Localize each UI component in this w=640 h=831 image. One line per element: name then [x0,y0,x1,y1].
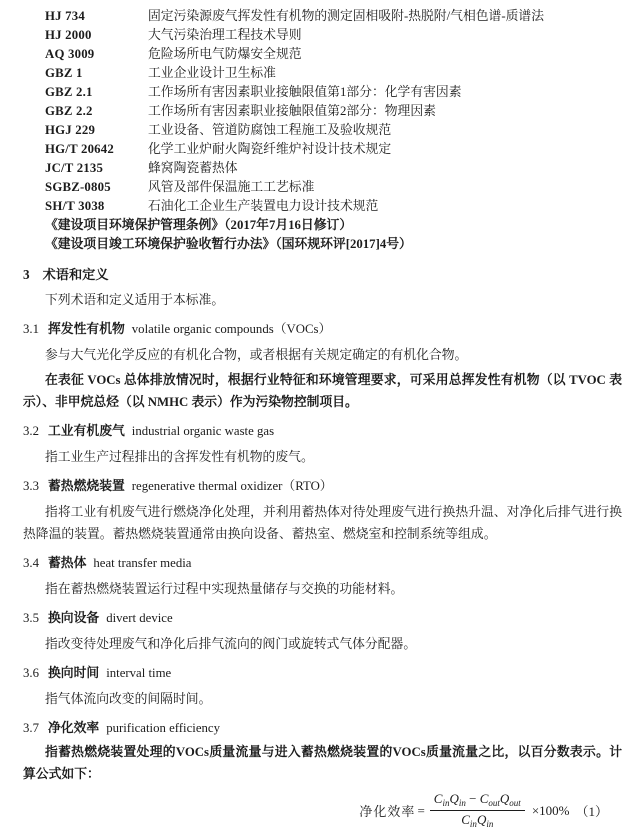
term-note: 在表征 VOCs 总体排放情况时，根据行业特征和环境管理要求，可采用总挥发性有机物（以 TVOC 表示）、非甲烷总烃（以 NMHC 表示）作为污染物控制项目。 [23,373,622,409]
term-heading-3-7 [23,718,622,738]
referenced-document: 《建设项目竣工环境保护验收暂行办法》（国环规环评[2017]4号） [45,237,412,251]
section-intro: 下列术语和定义适用于本标准。 [45,293,225,307]
referenced-standards-list [45,7,622,216]
sub-in: in [442,798,450,808]
term-number: 3.1 [23,322,39,336]
standard-title: 工作场所有害因素职业接触限值第2部分：物理因素 [148,104,436,118]
standard-row [45,64,622,83]
formula-fraction [430,791,525,831]
standard-code: GBZ 2.2 [45,104,93,118]
standard-title: 工业企业设计卫生标准 [148,66,276,80]
standard-row [45,102,622,121]
section-number: 3 [23,267,30,282]
standard-title: 固定污染源废气挥发性有机物的测定固相吸附-热脱附/气相色谱-质谱法 [148,9,544,23]
standard-title: 石油化工企业生产装置电力设计技术规范 [148,199,379,213]
standard-code: SGBZ-0805 [45,180,111,194]
standard-row [45,159,622,178]
term-definition: 指工业生产过程排出的含挥发性有机物的废气。 [45,450,314,464]
term-en: interval time [106,666,172,680]
var-q-in: Q [476,812,487,828]
standard-row [45,178,622,197]
standard-code: HJ 734 [45,9,85,23]
term-heading-3-5 [23,608,622,628]
standard-code: AQ 3009 [45,47,95,61]
term-zh: 换向时间 [48,666,100,680]
formula-denominator [461,811,493,830]
term-heading-3-3 [23,476,622,496]
term-definition: 指蓄热燃烧装置处理的VOCs质量流量与进入蓄热燃烧装置的VOCs质量流量之比，以百分数表示。计算公式如下： [23,745,622,781]
term-zh: 挥发性有机物 [48,322,125,336]
var-c-out: C [479,791,489,806]
term-zh: 蓄热体 [48,556,87,570]
term-heading-3-6 [23,663,622,683]
standard-code: JC/T 2135 [45,161,104,175]
formula-numerator [430,791,525,811]
term-number: 3.3 [23,479,39,493]
standard-row [45,121,622,140]
standard-title: 风管及部件保温施工工艺标准 [148,180,315,194]
standard-title: 危险场所电气防爆安全规范 [148,47,302,61]
var-q-in: Q [449,791,459,806]
purification-efficiency-formula [23,791,622,831]
var-c-in: C [461,812,470,828]
term-definition: 指气体流向改变的间隔时间。 [45,692,212,706]
term-number: 3.7 [23,721,39,735]
sub-out: out [488,798,500,808]
var-c-in: C [433,791,443,806]
term-number: 3.6 [23,666,39,680]
sub-out: out [509,798,521,808]
term-zh: 工业有机废气 [48,424,125,438]
term-number: 3.2 [23,424,39,438]
standard-code: GBZ 1 [45,66,83,80]
term-en: regenerative thermal oxidizer（RTO） [131,479,333,493]
term-en: divert device [106,611,173,625]
term-en: volatile organic compounds（VOCs） [131,322,332,336]
referenced-document: 《建设项目环境保护管理条例》（2017年7月16日修订） [45,218,353,232]
standard-code: GBZ 2.1 [45,85,93,99]
sub-in: in [458,798,466,808]
term-definition: 指改变待处理废气和净化后排气流向的阀门或旋转式气体分配器。 [45,637,417,651]
term-en: purification efficiency [106,721,221,735]
standard-title: 化学工业炉耐火陶瓷纤维炉衬设计技术规定 [148,142,392,156]
section-title: 术语和定义 [42,267,109,282]
formula-lhs: 净化效率 [359,804,416,820]
standard-title: 蜂窝陶瓷蓄热体 [148,161,238,175]
term-zh: 蓄热燃烧装置 [48,479,125,493]
standard-row [45,197,622,216]
term-heading-3-4 [23,553,622,573]
standard-row [45,83,622,102]
standard-code: SH/T 3038 [45,199,105,213]
term-en: heat transfer media [93,556,192,570]
standard-row [45,45,622,64]
term-number: 3.4 [23,556,39,570]
standard-row [45,140,622,159]
section-heading [23,266,622,284]
sub-in: in [469,819,477,830]
term-zh: 换向设备 [48,611,100,625]
standard-row [45,26,622,45]
standard-title: 工作场所有害因素职业接触限值第1部分：化学有害因素 [148,85,462,99]
var-q-out: Q [499,791,510,806]
term-number: 3.5 [23,611,39,625]
standard-code: HGJ 229 [45,123,96,137]
standard-title: 大气污染治理工程技术导则 [148,28,302,42]
term-definition: 指将工业有机废气进行燃烧净化处理，并利用蓄热体对待处理废气进行换热升温、对净化后排气进行换热降温的装置。蓄热燃烧装置通常由换向设备、蓄热室、燃烧室和控制系统等组成。 [23,505,622,541]
term-zh: 净化效率 [48,721,100,735]
minus-sign: − [469,791,477,806]
term-heading-3-1 [23,319,622,339]
term-en: industrial organic waste gas [131,424,275,438]
standard-row [45,7,622,26]
standard-code: HJ 2000 [45,28,92,42]
term-heading-3-2 [23,421,622,441]
term-definition: 指在蓄热燃烧装置运行过程中实现热量储存与交换的功能材料。 [45,582,404,596]
equation-number: （1） [575,804,608,820]
standard-code: HG/T 20642 [45,142,114,156]
standard-title: 工业设备、管道防腐蚀工程施工及验收规范 [148,123,392,137]
formula-multiplier: ×100% [531,802,570,818]
sub-in: in [486,819,494,830]
equals-sign: = [417,802,425,818]
term-definition: 参与大气光化学反应的有机化合物，或者根据有关规定确定的有机化合物。 [45,348,468,362]
